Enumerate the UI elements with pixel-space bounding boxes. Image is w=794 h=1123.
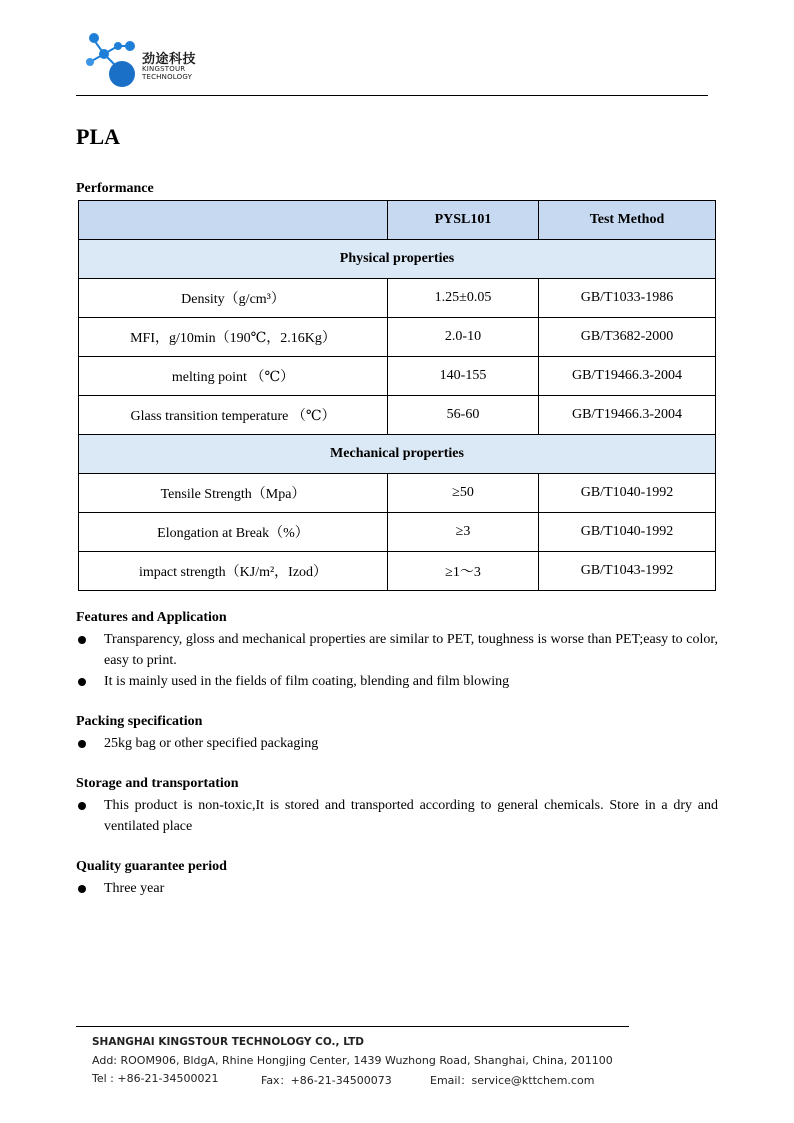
method-cell: GB/T1040-1992 <box>539 474 716 513</box>
footer-company: SHANGHAI KINGSTOUR TECHNOLOGY CO., LTD <box>92 1036 365 1048</box>
table-header-row <box>79 201 716 240</box>
footer-tel: Tel : +86-21-34500021 <box>92 1072 219 1085</box>
property-cell: melting point （℃） <box>79 357 388 396</box>
bullet-icon <box>78 636 86 644</box>
method-cell: GB/T1043-1992 <box>539 552 716 591</box>
value-cell: 56-60 <box>388 396 539 435</box>
method-cell: GB/T1040-1992 <box>539 513 716 552</box>
footer-address: Add: ROOM906, BldgA, Rhine Hongjing Center, 1439 Wuzhong Road, Shanghai, China, 201100 <box>92 1054 613 1067</box>
list-item-text: This product is non-toxic,It is stored and transported according to general chemicals. Store in a dry and ventilated place <box>104 798 718 834</box>
table-section-row <box>79 435 716 474</box>
bullet-icon <box>78 678 86 686</box>
footer-email: Email：service@kttchem.com <box>430 1074 595 1087</box>
value-cell: 140-155 <box>388 357 539 396</box>
logo-chinese-name: 劲途科技 <box>142 52 197 67</box>
section-title-physical: Physical properties <box>79 240 716 279</box>
page-title: PLA <box>76 124 120 149</box>
value-cell: ≥1～3 <box>388 552 539 591</box>
storage-heading: Storage and transportation <box>76 776 239 791</box>
table-row <box>79 318 716 357</box>
value-cell: ≥3 <box>388 513 539 552</box>
bullet-icon <box>78 740 86 748</box>
list-item-text: It is mainly used in the fields of film coating, blending and film blowing <box>104 674 510 689</box>
section-title-mechanical: Mechanical properties <box>79 435 716 474</box>
list-item <box>76 733 718 754</box>
table-row <box>79 357 716 396</box>
list-item-text: 25kg bag or other specified packaging <box>104 736 319 751</box>
performance-table <box>78 200 716 591</box>
header-cell-blank <box>79 201 388 240</box>
value-cell: 2.0-10 <box>388 318 539 357</box>
property-cell: Glass transition temperature （℃） <box>79 396 388 435</box>
header-divider <box>76 95 708 96</box>
quality-heading: Quality guarantee period <box>76 859 227 874</box>
header-cell-method: Test Method <box>539 201 716 240</box>
property-cell: Elongation at Break（%） <box>79 513 388 552</box>
table-row <box>79 396 716 435</box>
table-row <box>79 474 716 513</box>
list-item <box>76 629 718 671</box>
property-cell: Density（g/cm³） <box>79 279 388 318</box>
method-cell: GB/T19466.3-2004 <box>539 396 716 435</box>
list-item <box>76 671 718 692</box>
bullet-icon <box>78 885 86 893</box>
list-item-text: Three year <box>104 881 165 896</box>
packing-heading: Packing specification <box>76 714 203 729</box>
header-cell-grade: PYSL101 <box>388 201 539 240</box>
list-item-text: Transparency, gloss and mechanical properties are similar to PET, toughness is worse than PET;easy to color, easy to print. <box>104 632 718 668</box>
bullet-icon <box>78 802 86 810</box>
company-logo <box>82 32 222 92</box>
logo-english-line2: TECHNOLOGY <box>142 73 193 81</box>
table-row <box>79 552 716 591</box>
list-item <box>76 795 718 837</box>
method-cell: GB/T1033-1986 <box>539 279 716 318</box>
method-cell: GB/T19466.3-2004 <box>539 357 716 396</box>
value-cell: ≥50 <box>388 474 539 513</box>
table-row <box>79 279 716 318</box>
footer-fax: Fax：+86-21-34500073 <box>261 1074 392 1087</box>
logo-molecule-icon <box>82 32 142 92</box>
table-row <box>79 513 716 552</box>
footer-divider <box>76 1026 629 1027</box>
property-cell: Tensile Strength（Mpa） <box>79 474 388 513</box>
property-cell: MFI，g/10min（190℃，2.16Kg） <box>79 318 388 357</box>
performance-heading: Performance <box>76 181 154 196</box>
features-heading: Features and Application <box>76 610 227 625</box>
method-cell: GB/T3682-2000 <box>539 318 716 357</box>
value-cell: 1.25±0.05 <box>388 279 539 318</box>
property-cell: impact strength（KJ/m²，Izod） <box>79 552 388 591</box>
table-section-row <box>79 240 716 279</box>
logo-english-line1: KINGSTOUR <box>142 65 186 73</box>
list-item <box>76 878 718 899</box>
